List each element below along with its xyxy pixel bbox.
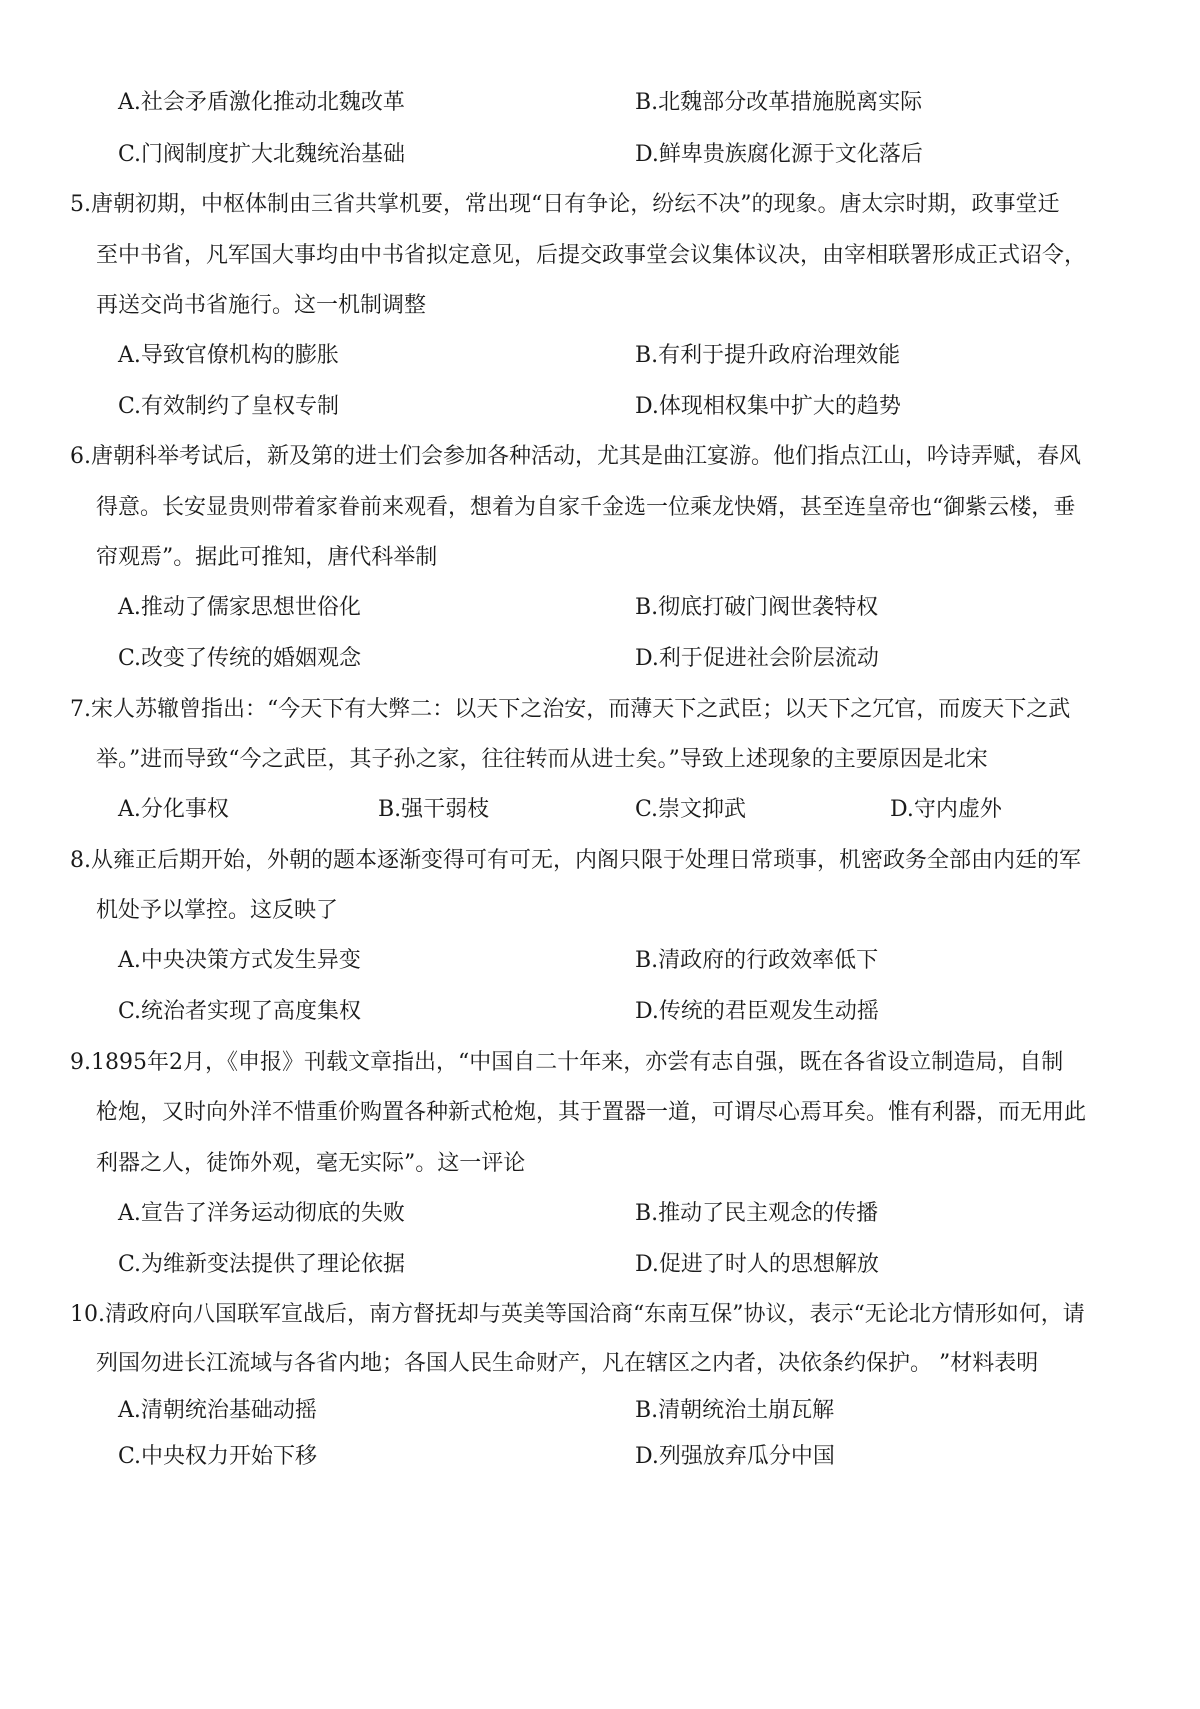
q8-option-d: D.传统的君臣观发生动摇 xyxy=(635,999,879,1024)
q6-option-c: C.改变了传统的婚姻观念 xyxy=(118,646,362,671)
q7-stem-line-2: 举。”进而导致“今之武臣，其子孙之家，往往转而从进士矣。”导致上述现象的主要原因是北宋 xyxy=(96,747,988,772)
q7-stem-line-1: 7.宋人苏辙曾指出：“今天下有大弊二：以天下之治安，而薄天下之武臣；以天下之冗官，而废天下之武 xyxy=(70,697,1071,722)
q9-stem-line-3: 利器之人，徒饰外观，毫无实际”。这一评论 xyxy=(96,1151,526,1176)
q8-option-b: B.清政府的行政效率低下 xyxy=(635,948,879,973)
q7-option-d: D.守内虚外 xyxy=(890,797,1002,822)
q6-option-b: B.彻底打破门阀世袭特权 xyxy=(635,595,879,620)
q6-option-d: D.利于促进社会阶层流动 xyxy=(635,646,879,671)
q9-option-a: A.宣告了洋务运动彻底的失败 xyxy=(118,1201,405,1226)
q9-stem-line-2: 枪炮，又时向外洋不惜重价购置各种新式枪炮，其于置器一道，可谓尽心焉耳矣。惟有利器，而无用此 xyxy=(96,1100,1087,1125)
q5-stem-line-2: 至中书省，凡军国大事均由中书省拟定意见，后提交政事堂会议集体议决，由宰相联署形成正式诏令， xyxy=(96,243,1087,268)
q8-stem-line-1: 8.从雍正后期开始，外朝的题本逐渐变得可有可无，内阁只限于处理日常琐事，机密政务全部由内廷的军 xyxy=(70,848,1081,873)
q4-option-a: A.社会矛盾激化推动北魏改革 xyxy=(118,90,405,115)
q10-option-a: A.清朝统治基础动摇 xyxy=(118,1398,317,1423)
q8-option-a: A.中央决策方式发生异变 xyxy=(118,948,361,973)
q6-stem-line-1: 6.唐朝科举考试后，新及第的进士们会参加各种活动，尤其是曲江宴游。他们指点江山，吟诗弄赋，春风 xyxy=(70,444,1081,469)
q6-option-a: A.推动了儒家思想世俗化 xyxy=(118,595,361,620)
q4-option-b: B.北魏部分改革措施脱离实际 xyxy=(635,90,923,115)
q10-option-b: B.清朝统治土崩瓦解 xyxy=(635,1398,835,1423)
q6-stem-line-3: 帘观焉”。据此可推知，唐代科举制 xyxy=(96,545,438,570)
q5-option-d: D.体现相权集中扩大的趋势 xyxy=(635,394,901,419)
q7-option-a: A.分化事权 xyxy=(118,797,229,822)
q8-stem-line-2: 机处予以掌控。这反映了 xyxy=(96,898,339,923)
q10-option-c: C.中央权力开始下移 xyxy=(118,1444,318,1469)
q9-option-d: D.促进了时人的思想解放 xyxy=(635,1252,879,1277)
q9-stem-line-1: 9.1895年2月，《申报》刊载文章指出，“中国自二十年来，亦尝有志自强，既在各省设立制造局，自制 xyxy=(70,1050,1064,1075)
q5-stem-line-3: 再送交尚书省施行。这一机制调整 xyxy=(96,293,427,318)
q5-stem-line-1: 5.唐朝初期，中枢体制由三省共掌机要，常出现“日有争论，纷纭不决”的现象。唐太宗时期，政事堂迁 xyxy=(70,192,1060,217)
q9-option-b: B.推动了民主观念的传播 xyxy=(635,1201,879,1226)
q9-option-c: C.为维新变法提供了理论依据 xyxy=(118,1252,406,1277)
q6-stem-line-2: 得意。长安显贵则带着家眷前来观看，想着为自家千金选一位乘龙快婿，甚至连皇帝也“御紫云楼，垂 xyxy=(96,495,1076,520)
q7-option-b: B.强干弱枝 xyxy=(378,797,490,822)
q4-option-c: C.门阀制度扩大北魏统治基础 xyxy=(118,142,406,167)
q10-option-d: D.列强放弃瓜分中国 xyxy=(635,1444,835,1469)
q8-option-c: C.统治者实现了高度集权 xyxy=(118,999,362,1024)
q5-option-c: C.有效制约了皇权专制 xyxy=(118,394,340,419)
q10-stem-line-2: 列国勿进长江流域与各省内地；各国人民生命财产，凡在辖区之内者，决依条约保护。 ”材料表明 xyxy=(96,1351,1039,1376)
q4-option-d: D.鲜卑贵族腐化源于文化落后 xyxy=(635,142,923,167)
q7-option-c: C.崇文抑武 xyxy=(635,797,747,822)
q10-stem-line-1: 10.清政府向八国联军宣战后，南方督抚却与英美等国洽商“东南互保”协议，表示“无论北方情形如何，请 xyxy=(70,1302,1085,1327)
q5-option-b: B.有利于提升政府治理效能 xyxy=(635,343,901,368)
q5-option-a: A.导致官僚机构的膨胀 xyxy=(118,343,339,368)
